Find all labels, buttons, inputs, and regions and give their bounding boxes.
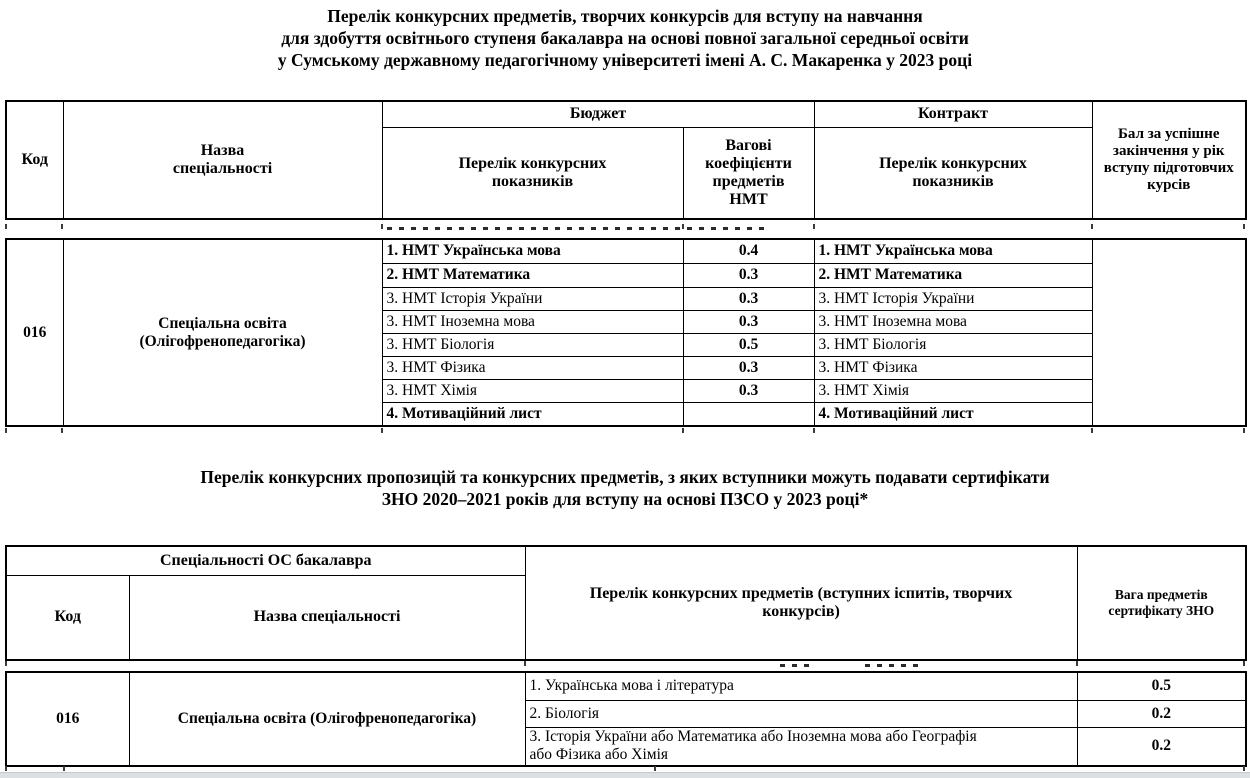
code-cell: 016: [6, 239, 63, 426]
contract-subject-cell: 4. Мотиваційний лист: [814, 402, 1092, 426]
budget-subject-cell: 4. Мотиваційний лист: [382, 402, 683, 426]
zno-subject-text: 3. Історія України або Математика або Іноземна мова або Географія або Фізика або Хімія: [529, 728, 977, 764]
page-break-strip-1: [5, 224, 1245, 237]
clipped-grid-line: [61, 224, 63, 229]
clipped-grid-line: [5, 661, 7, 666]
zno-table-header: [5, 545, 1247, 661]
clipped-grid-line: [1091, 224, 1093, 229]
zno-title-line-2: ЗНО 2020–2021 років для вступу на основі ПЗСО у 2023 році*: [381, 489, 869, 509]
main-title: [0, 5, 1250, 71]
budget-subject-cell: 2. НМТ Математика: [382, 263, 683, 287]
main-title-line-1: Перелік конкурсних предметів, творчих конкурсів для вступу на навчання: [327, 6, 923, 26]
clipped-text-fragment: [865, 664, 925, 667]
specialty-header-cell: [63, 101, 382, 219]
clipped-text-fragment: [780, 664, 812, 667]
budget-subject-cell: 3. НМТ Історія України: [382, 287, 683, 310]
clipped-grid-line: [1076, 661, 1078, 666]
budget-subject-cell: 1. НМТ Українська мова: [382, 239, 683, 263]
budget-subjects-header-cell: [382, 127, 683, 219]
clipped-grid-line: [5, 766, 7, 771]
zno-title: [0, 466, 1250, 510]
specialty-cell: [63, 239, 382, 426]
zno-title-line-1: Перелік конкурсних пропозицій та конкурсних предметів, з яких вступники можуть подавати сертифікати: [200, 467, 1050, 487]
clipped-grid-line: [61, 428, 63, 433]
specialty-header-cell-2: Назва спеціальності: [129, 575, 525, 660]
specialty-cell-2: Спеціальна освіта (Олігофренопедагогіка): [129, 672, 525, 766]
zno-subjects-header-cell: [525, 546, 1077, 660]
specialty-name-line-2: (Олігофренопедагогіка): [139, 332, 306, 350]
budget-header-cell: Бюджет: [382, 101, 814, 127]
prep-courses-header-cell: [1092, 101, 1246, 219]
contract-subject-cell: 1. НМТ Українська мова: [814, 239, 1092, 263]
clipped-grid-line: [1243, 766, 1245, 771]
zno-subject-cell: [525, 727, 1077, 766]
zno-subjects-header-text: Перелік конкурсних предметів (вступних іспитів, творчих конкурсів): [589, 585, 1013, 620]
contract-subject-cell: 3. НМТ Хімія: [814, 379, 1092, 402]
budget-subjects-header-text: Перелік конкурсних показників: [458, 154, 607, 190]
main-title-line-3: у Сумському державному педагогічному університеті імені А. С. Макаренка у 2023 році: [277, 50, 973, 70]
clipped-grid-line: [1243, 428, 1245, 433]
budget-subject-cell: 3. НМТ Хімія: [382, 379, 683, 402]
clipped-grid-line: [5, 428, 7, 433]
admission-table-header: [5, 100, 1247, 220]
coef-cell: [683, 402, 814, 426]
clipped-grid-line: [5, 224, 7, 229]
contract-header-cell: Контракт: [814, 101, 1092, 127]
coef-cell: 0.3: [683, 310, 814, 333]
zno-weight-cell: 0.2: [1077, 700, 1246, 727]
zno-weight-header-text: Вага предметів сертифікату ЗНО: [1108, 587, 1215, 618]
clipped-grid-line: [1243, 661, 1245, 666]
clipped-grid-line: [1243, 224, 1245, 229]
clipped-grid-line: [813, 224, 815, 229]
page-edge-band: [0, 772, 1250, 778]
zno-weight-cell: 0.2: [1077, 727, 1246, 766]
zno-subject-cell: 1. Українська мова і література: [525, 672, 1077, 700]
coef-cell: 0.3: [683, 287, 814, 310]
main-title-line-2: для здобуття освітнього ступеня бакалавра на основі повної загальної середньої освіти: [281, 28, 969, 48]
prep-courses-header-text: Бал за успішне закінчення у рік вступу підготовчих курсів: [1103, 126, 1234, 193]
clipped-text-fragment: [387, 227, 765, 230]
nmt-coefficients-header-text: Вагові коефіцієнти предметів НМТ: [705, 136, 792, 208]
contract-subject-cell: 3. НМТ Фізика: [814, 356, 1092, 379]
contract-subject-cell: 3. НМТ Біологія: [814, 333, 1092, 356]
budget-subject-cell: 3. НМТ Іноземна мова: [382, 310, 683, 333]
code-header-cell: Код: [6, 101, 63, 219]
contract-subject-cell: 3. НМТ Іноземна мова: [814, 310, 1092, 333]
code-header-cell-2: Код: [6, 575, 129, 660]
specialty-header-line-1: Назва: [200, 142, 245, 159]
zno-weight-cell: 0.5: [1077, 672, 1246, 700]
zno-weight-header-cell: [1077, 546, 1246, 660]
clipped-grid-line: [654, 766, 656, 771]
clipped-grid-line: [381, 224, 383, 229]
zno-table-body: [5, 671, 1247, 767]
clipped-grid-line: [381, 428, 383, 433]
code-cell-2: 016: [6, 672, 129, 766]
contract-subject-cell: 2. НМТ Математика: [814, 263, 1092, 287]
coef-cell: 0.4: [683, 239, 814, 263]
coef-cell: 0.3: [683, 356, 814, 379]
specialty-name-line-1: Спеціальна освіта: [158, 314, 287, 332]
coef-cell: 0.5: [683, 333, 814, 356]
page-break-strip-1b: [5, 428, 1245, 433]
clipped-grid-line: [682, 428, 684, 433]
zno-subject-cell: 2. Біологія: [525, 700, 1077, 727]
nmt-coefficients-header-cell: [683, 127, 814, 219]
clipped-grid-line: [813, 428, 815, 433]
contract-subject-cell: 3. НМТ Історія України: [814, 287, 1092, 310]
bachelor-specialties-header-cell: Спеціальності ОС бакалавра: [6, 546, 525, 575]
budget-subject-cell: 3. НМТ Біологія: [382, 333, 683, 356]
specialty-header-line-2: спеціальності: [172, 160, 273, 177]
coef-cell: 0.3: [683, 263, 814, 287]
contract-subjects-header-cell: [814, 127, 1092, 219]
coef-cell: 0.3: [683, 379, 814, 402]
contract-subjects-header-text: Перелік конкурсних показників: [879, 154, 1027, 190]
clipped-grid-line: [524, 661, 526, 666]
admission-table-body: [5, 238, 1247, 427]
budget-subject-cell: 3. НМТ Фізика: [382, 356, 683, 379]
page-break-strip-2: [5, 661, 1245, 671]
prep-score-cell: [1092, 239, 1246, 426]
clipped-grid-line: [1091, 428, 1093, 433]
clipped-grid-line: [63, 766, 65, 771]
